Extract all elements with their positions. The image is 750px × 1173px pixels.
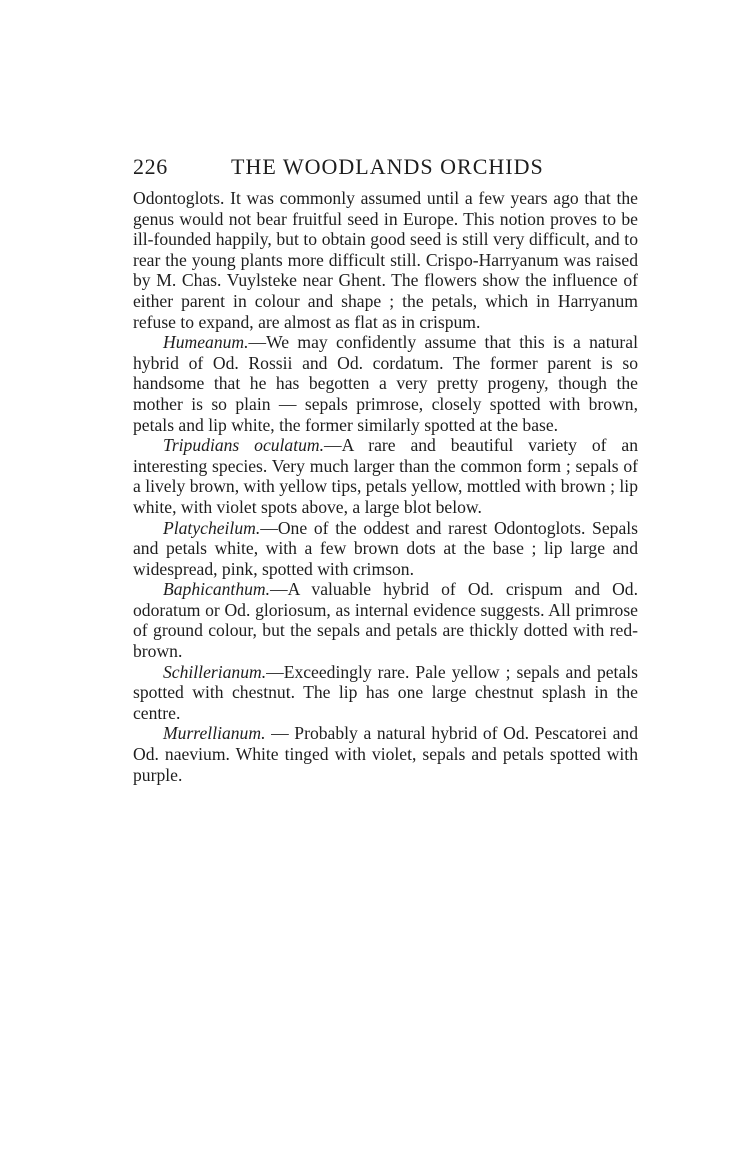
- paragraph-odontoglots: [133, 188, 638, 332]
- plant-name: Tripudians oculatum.: [163, 435, 325, 456]
- running-title: THE WOODLANDS ORCHIDS: [231, 154, 544, 179]
- paragraph-text: Odontoglots. It was commonly assumed until a few years ago that the genus would not bear fruitful seed in Europe. This notion proves to be ill-founded happily, but to obtain good seed is still very difficult, and to rear the young plants more difficult still. Crispo-Harryanum was raised by M. Chas. Vuylsteke near Ghent. The flowers show the influence of either parent in colour and shape ; the petals, which in Harryanum refuse to expand, are almost as flat as in crispum.: [133, 188, 638, 332]
- body-text: [133, 188, 638, 785]
- paragraph-text: —One of the oddest and rarest Odontoglots. Sepals and petals white, with a few brown dots at the base ; lip large and widespread, pink, spotted with crimson.: [133, 517, 638, 579]
- plant-name: Baphicanthum.: [163, 579, 271, 600]
- page-number: 226: [133, 154, 168, 179]
- paragraph-schillerianum: [133, 662, 638, 724]
- paragraph-text: —A valuable hybrid of Od. crispum and Od. odoratum or Od. gloriosum, as internal evidence suggests. All primrose of ground colour, but the sepals and petals are thickly dotted with red-brown.: [133, 579, 638, 662]
- plant-name: Schillerianum.: [163, 661, 267, 682]
- plant-name: Platycheilum.: [163, 517, 261, 538]
- paragraph-humeanum: [133, 332, 638, 435]
- running-head: [133, 152, 638, 182]
- plant-name: Humeanum.: [163, 332, 249, 353]
- paragraph-murrellianum: [133, 723, 638, 785]
- paragraph-text: —Exceedingly rare. Pale yellow ; sepals and petals spotted with chestnut. The lip has one large chestnut splash in the centre.: [133, 661, 638, 723]
- paragraph-baphicanthum: [133, 579, 638, 661]
- paragraph-platycheilum: [133, 518, 638, 580]
- paragraph-text: —We may confidently assume that this is a natural hybrid of Od. Rossii and Od. cordatum. The former parent is so handsome that he has begotten a very pretty progeny, though the mother is so plain — sepals primrose, closely spotted with brown, petals and lip white, the former similarly spotted at the base.: [133, 332, 638, 435]
- paragraph-text: —A rare and beautiful variety of an interesting species. Very much larger than the common form ; sepals of a lively brown, with yellow tips, petals yellow, mottled with brown ; lip white, with violet spots above, a large blot below.: [133, 435, 638, 517]
- plant-name: Murrellianum.: [163, 723, 266, 744]
- paragraph-text: — Probably a natural hybrid of Od. Pescatorei and Od. naevium. White tinged with violet, sepals and petals spotted with purple.: [133, 723, 638, 785]
- paragraph-tripudians-oculatum: [133, 435, 638, 517]
